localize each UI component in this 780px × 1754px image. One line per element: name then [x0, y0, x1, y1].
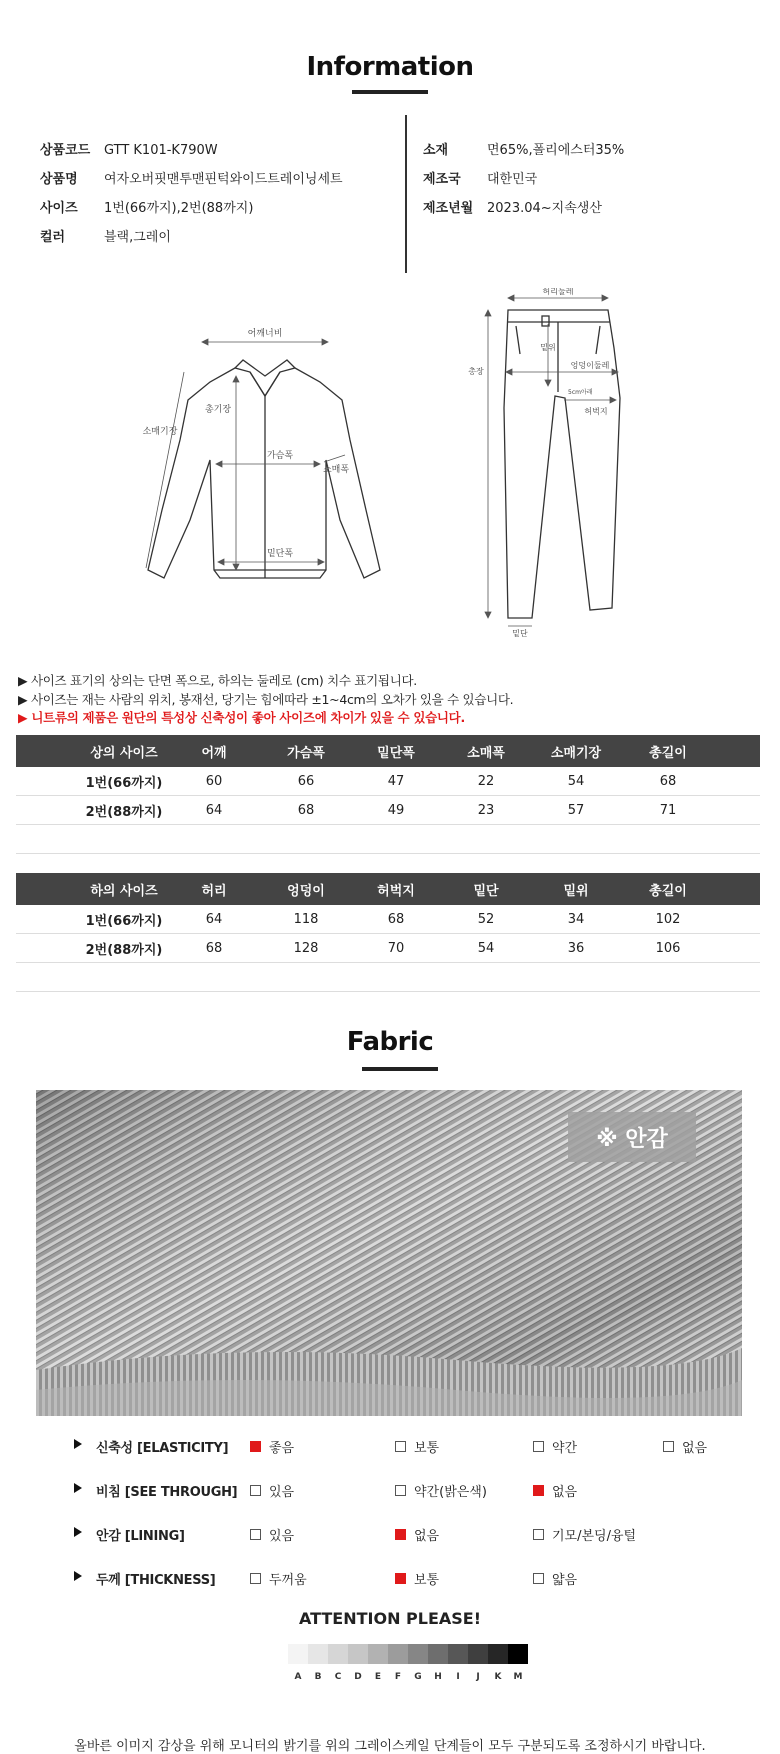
- grayscale-letter: I: [456, 1672, 460, 1682]
- grayscale-letter: C: [334, 1672, 342, 1682]
- label-sleeve-width: 소매폭: [322, 465, 350, 475]
- header-cell: 가슴폭: [287, 745, 325, 761]
- property-option: [395, 1525, 439, 1544]
- arrow-icon: [74, 1527, 82, 1537]
- option-label: 약간: [552, 1441, 578, 1456]
- property-option: [533, 1437, 577, 1456]
- unchecked-box-icon: [250, 1485, 261, 1496]
- table-cell: 1번(66까지): [85, 913, 163, 929]
- table-cell: 118: [293, 911, 319, 927]
- property-option: [533, 1481, 577, 1500]
- table-cell: 22: [477, 773, 495, 789]
- grayscale-swatch: [408, 1644, 428, 1664]
- grayscale-letter: B: [314, 1672, 322, 1682]
- property-name: 신축성 [ELASTICITY]: [96, 1441, 229, 1456]
- table-header: [16, 735, 760, 767]
- header-cell: 밑단: [473, 883, 499, 899]
- grayscale-swatch: [468, 1644, 488, 1664]
- table-cell: 52: [477, 911, 495, 927]
- header-cell: 허벅지: [377, 883, 415, 899]
- info-value: GTT K101-K790W: [104, 143, 218, 158]
- table-cell: 60: [205, 773, 223, 789]
- info-value: 1번(66까지),2번(88까지): [104, 201, 254, 216]
- label-sleeve-length: 소매기장: [142, 427, 178, 437]
- top-garment-diagram: [140, 320, 400, 590]
- table-cell: 47: [387, 773, 405, 789]
- unchecked-box-icon: [533, 1573, 544, 1584]
- grayscale-swatch: [428, 1644, 448, 1664]
- info-divider: [405, 115, 407, 273]
- label-rise: 밑위: [540, 343, 556, 352]
- table-cell: 54: [477, 940, 495, 956]
- pants-diagram: [460, 288, 640, 638]
- header-cell: 소매폭: [467, 745, 505, 761]
- property-option: [250, 1481, 294, 1500]
- label-shoulder: 어깨너비: [247, 329, 283, 339]
- table-cell: 71: [659, 802, 677, 818]
- table-cell: 36: [567, 940, 585, 956]
- info-key: 사이즈: [40, 201, 78, 216]
- grayscale-letter: A: [294, 1672, 302, 1682]
- table-cell: 64: [205, 911, 223, 927]
- table-cell: 102: [655, 911, 681, 927]
- table-cell: 1번(66까지): [85, 775, 163, 791]
- grayscale-letter: D: [354, 1672, 362, 1682]
- grayscale-swatch: [488, 1644, 508, 1664]
- top-size-table: [16, 735, 760, 854]
- info-key: 상품코드: [40, 143, 91, 158]
- fabric-property-row: [0, 1568, 780, 1588]
- option-label: 약간(밝은색): [414, 1485, 487, 1500]
- option-label: 있음: [269, 1529, 295, 1544]
- property-option: [663, 1437, 707, 1456]
- option-label: 없음: [552, 1485, 578, 1500]
- option-label: 있음: [269, 1485, 295, 1500]
- label-hem: 밑단폭: [266, 549, 294, 559]
- info-key: 컬러: [40, 230, 66, 245]
- property-option: [250, 1525, 294, 1544]
- table-cell: 54: [567, 773, 585, 789]
- label-thigh-note: 5cm아래: [568, 389, 593, 396]
- property-name: 두께 [THICKNESS]: [96, 1573, 216, 1588]
- unchecked-box-icon: [250, 1573, 261, 1584]
- fabric-title: Fabric: [346, 1027, 434, 1057]
- table-cell: 2번(88까지): [85, 804, 163, 820]
- table-blank-row: [16, 963, 760, 992]
- grayscale-swatch: [328, 1644, 348, 1664]
- grayscale-swatch: [448, 1644, 468, 1664]
- info-row: [40, 197, 253, 216]
- arrow-icon: [74, 1483, 82, 1493]
- unchecked-box-icon: [533, 1441, 544, 1452]
- property-name: 비침 [SEE THROUGH]: [96, 1485, 238, 1500]
- header-cell: 총길이: [649, 883, 687, 899]
- grayscale-swatch: [508, 1644, 528, 1664]
- option-label: 좋음: [269, 1441, 295, 1456]
- table-row: [16, 767, 760, 796]
- grayscale-swatch: [308, 1644, 328, 1664]
- table-cell: 106: [655, 940, 681, 956]
- table-cell: 64: [205, 802, 223, 818]
- property-option: [395, 1437, 439, 1456]
- unchecked-box-icon: [250, 1529, 261, 1540]
- header-cell: 밑단폭: [377, 745, 415, 761]
- lining-label: ※ 안감: [568, 1112, 696, 1162]
- unchecked-box-icon: [395, 1441, 406, 1452]
- grayscale-letters: [288, 1672, 528, 1682]
- grayscale-letter: J: [476, 1672, 480, 1682]
- info-row: [423, 197, 602, 216]
- note-knit-stretch: ▶ 니트류의 제품은 원단의 특성상 신축성이 좋아 사이즈에 차이가 있을 수 있습니다.: [18, 710, 465, 725]
- grayscale-swatch: [288, 1644, 308, 1664]
- label-thigh: 허벅지: [584, 407, 608, 416]
- label-total-length: 총기장: [204, 405, 232, 415]
- info-key: 소재: [423, 143, 449, 158]
- property-name: 안감 [LINING]: [96, 1529, 185, 1544]
- label-waist: 허리둘레: [542, 288, 574, 296]
- unchecked-box-icon: [533, 1529, 544, 1540]
- label-pants-hem: 밑단: [512, 629, 528, 638]
- option-label: 얇음: [552, 1573, 578, 1588]
- attention-title: ATTENTION PLEASE!: [298, 1609, 482, 1628]
- header-cell: 어깨: [201, 745, 227, 761]
- table-row: [16, 934, 760, 963]
- table-blank-row: [16, 825, 760, 854]
- info-value: 블랙,그레이: [104, 230, 171, 245]
- header-cell: 밑위: [563, 883, 589, 899]
- header-cell: 허리: [201, 883, 227, 899]
- table-cell: 66: [297, 773, 315, 789]
- grayscale-letter: G: [414, 1672, 422, 1682]
- property-option: [395, 1569, 439, 1588]
- table-cell: 57: [567, 802, 585, 818]
- unchecked-box-icon: [395, 1485, 406, 1496]
- grayscale-letter: H: [434, 1672, 442, 1682]
- label-hip: 엉덩이둘레: [570, 361, 610, 370]
- info-row: [40, 139, 218, 158]
- header-cell: 엉덩이: [287, 883, 325, 899]
- table-row: [16, 905, 760, 934]
- property-option: [533, 1525, 636, 1544]
- header-cell: 총길이: [649, 745, 687, 761]
- info-value: 2023.04~지속생산: [487, 201, 602, 216]
- info-key: 제조년월: [423, 201, 474, 216]
- checked-box-icon: [250, 1441, 261, 1452]
- table-cell: 70: [387, 940, 405, 956]
- table-cell: 23: [477, 802, 495, 818]
- note-size-notation: ▶ 사이즈 표기의 상의는 단면 폭으로, 하의는 둘레로 (cm) 치수 표기됩니다.: [18, 673, 417, 688]
- grayscale-swatch: [348, 1644, 368, 1664]
- property-option: [250, 1569, 307, 1588]
- unchecked-box-icon: [663, 1441, 674, 1452]
- arrow-icon: [74, 1571, 82, 1581]
- grayscale-letter: E: [374, 1672, 382, 1682]
- option-label: 두꺼움: [269, 1573, 307, 1588]
- label-chest: 가슴폭: [266, 451, 294, 461]
- info-key: 제조국: [423, 172, 461, 187]
- information-title: Information: [306, 52, 474, 82]
- info-row: [40, 226, 171, 245]
- info-row: [423, 139, 624, 158]
- info-key: 상품명: [40, 172, 78, 187]
- fabric-property-row: [0, 1436, 780, 1456]
- grayscale-letter: K: [494, 1672, 502, 1682]
- option-label: 없음: [414, 1529, 440, 1544]
- table-cell: 68: [205, 940, 223, 956]
- grayscale-swatch: [388, 1644, 408, 1664]
- header-cell: 소매기장: [550, 745, 602, 761]
- monitor-brightness-note: 올바른 이미지 감상을 위해 모니터의 밝기를 위의 그레이스케일 단계들이 모두 구분되도록 조정하시기 바랍니다.: [74, 1739, 706, 1754]
- table-cell: 34: [567, 911, 585, 927]
- checked-box-icon: [395, 1573, 406, 1584]
- note-measurement-error: ▶ 사이즈는 재는 사람의 위치, 봉재선, 당기는 힘에따라 ±1~4cm의 오차가 있을 수 있습니다.: [18, 692, 514, 707]
- info-row: [40, 168, 343, 187]
- property-option: [250, 1437, 294, 1456]
- fabric-title-underline: [362, 1067, 438, 1071]
- option-label: 보통: [414, 1573, 440, 1588]
- table-cell: 2번(88까지): [85, 942, 163, 958]
- table-cell: 128: [293, 940, 319, 956]
- checked-box-icon: [395, 1529, 406, 1540]
- table-cell: 68: [297, 802, 315, 818]
- option-label: 기모/본딩/융털: [552, 1529, 637, 1544]
- grayscale-letter: F: [394, 1672, 402, 1682]
- table-cell: 49: [387, 802, 405, 818]
- label-pants-total: 총장: [468, 367, 484, 376]
- fabric-property-row: [0, 1524, 780, 1544]
- table-cell: 68: [659, 773, 677, 789]
- property-option: [533, 1569, 577, 1588]
- fabric-property-row: [0, 1480, 780, 1500]
- header-cell: 상의 사이즈: [90, 745, 158, 761]
- arrow-icon: [74, 1439, 82, 1449]
- grayscale-letter: M: [513, 1672, 523, 1682]
- info-value: 대한민국: [487, 172, 538, 187]
- option-label: 없음: [682, 1441, 708, 1456]
- option-label: 보통: [414, 1441, 440, 1456]
- table-cell: 68: [387, 911, 405, 927]
- info-value: 여자오버핏맨투맨핀턱와이드트레이닝세트: [104, 172, 343, 187]
- table-header: [16, 873, 760, 905]
- checked-box-icon: [533, 1485, 544, 1496]
- grayscale-bar: [288, 1644, 528, 1664]
- info-row: [423, 168, 537, 187]
- property-option: [395, 1481, 487, 1500]
- grayscale-swatch: [368, 1644, 388, 1664]
- info-value: 면65%,폴리에스터35%: [487, 143, 625, 158]
- bottom-size-table: [16, 873, 760, 992]
- table-row: [16, 796, 760, 825]
- title-underline: [352, 90, 428, 94]
- header-cell: 하의 사이즈: [90, 883, 158, 899]
